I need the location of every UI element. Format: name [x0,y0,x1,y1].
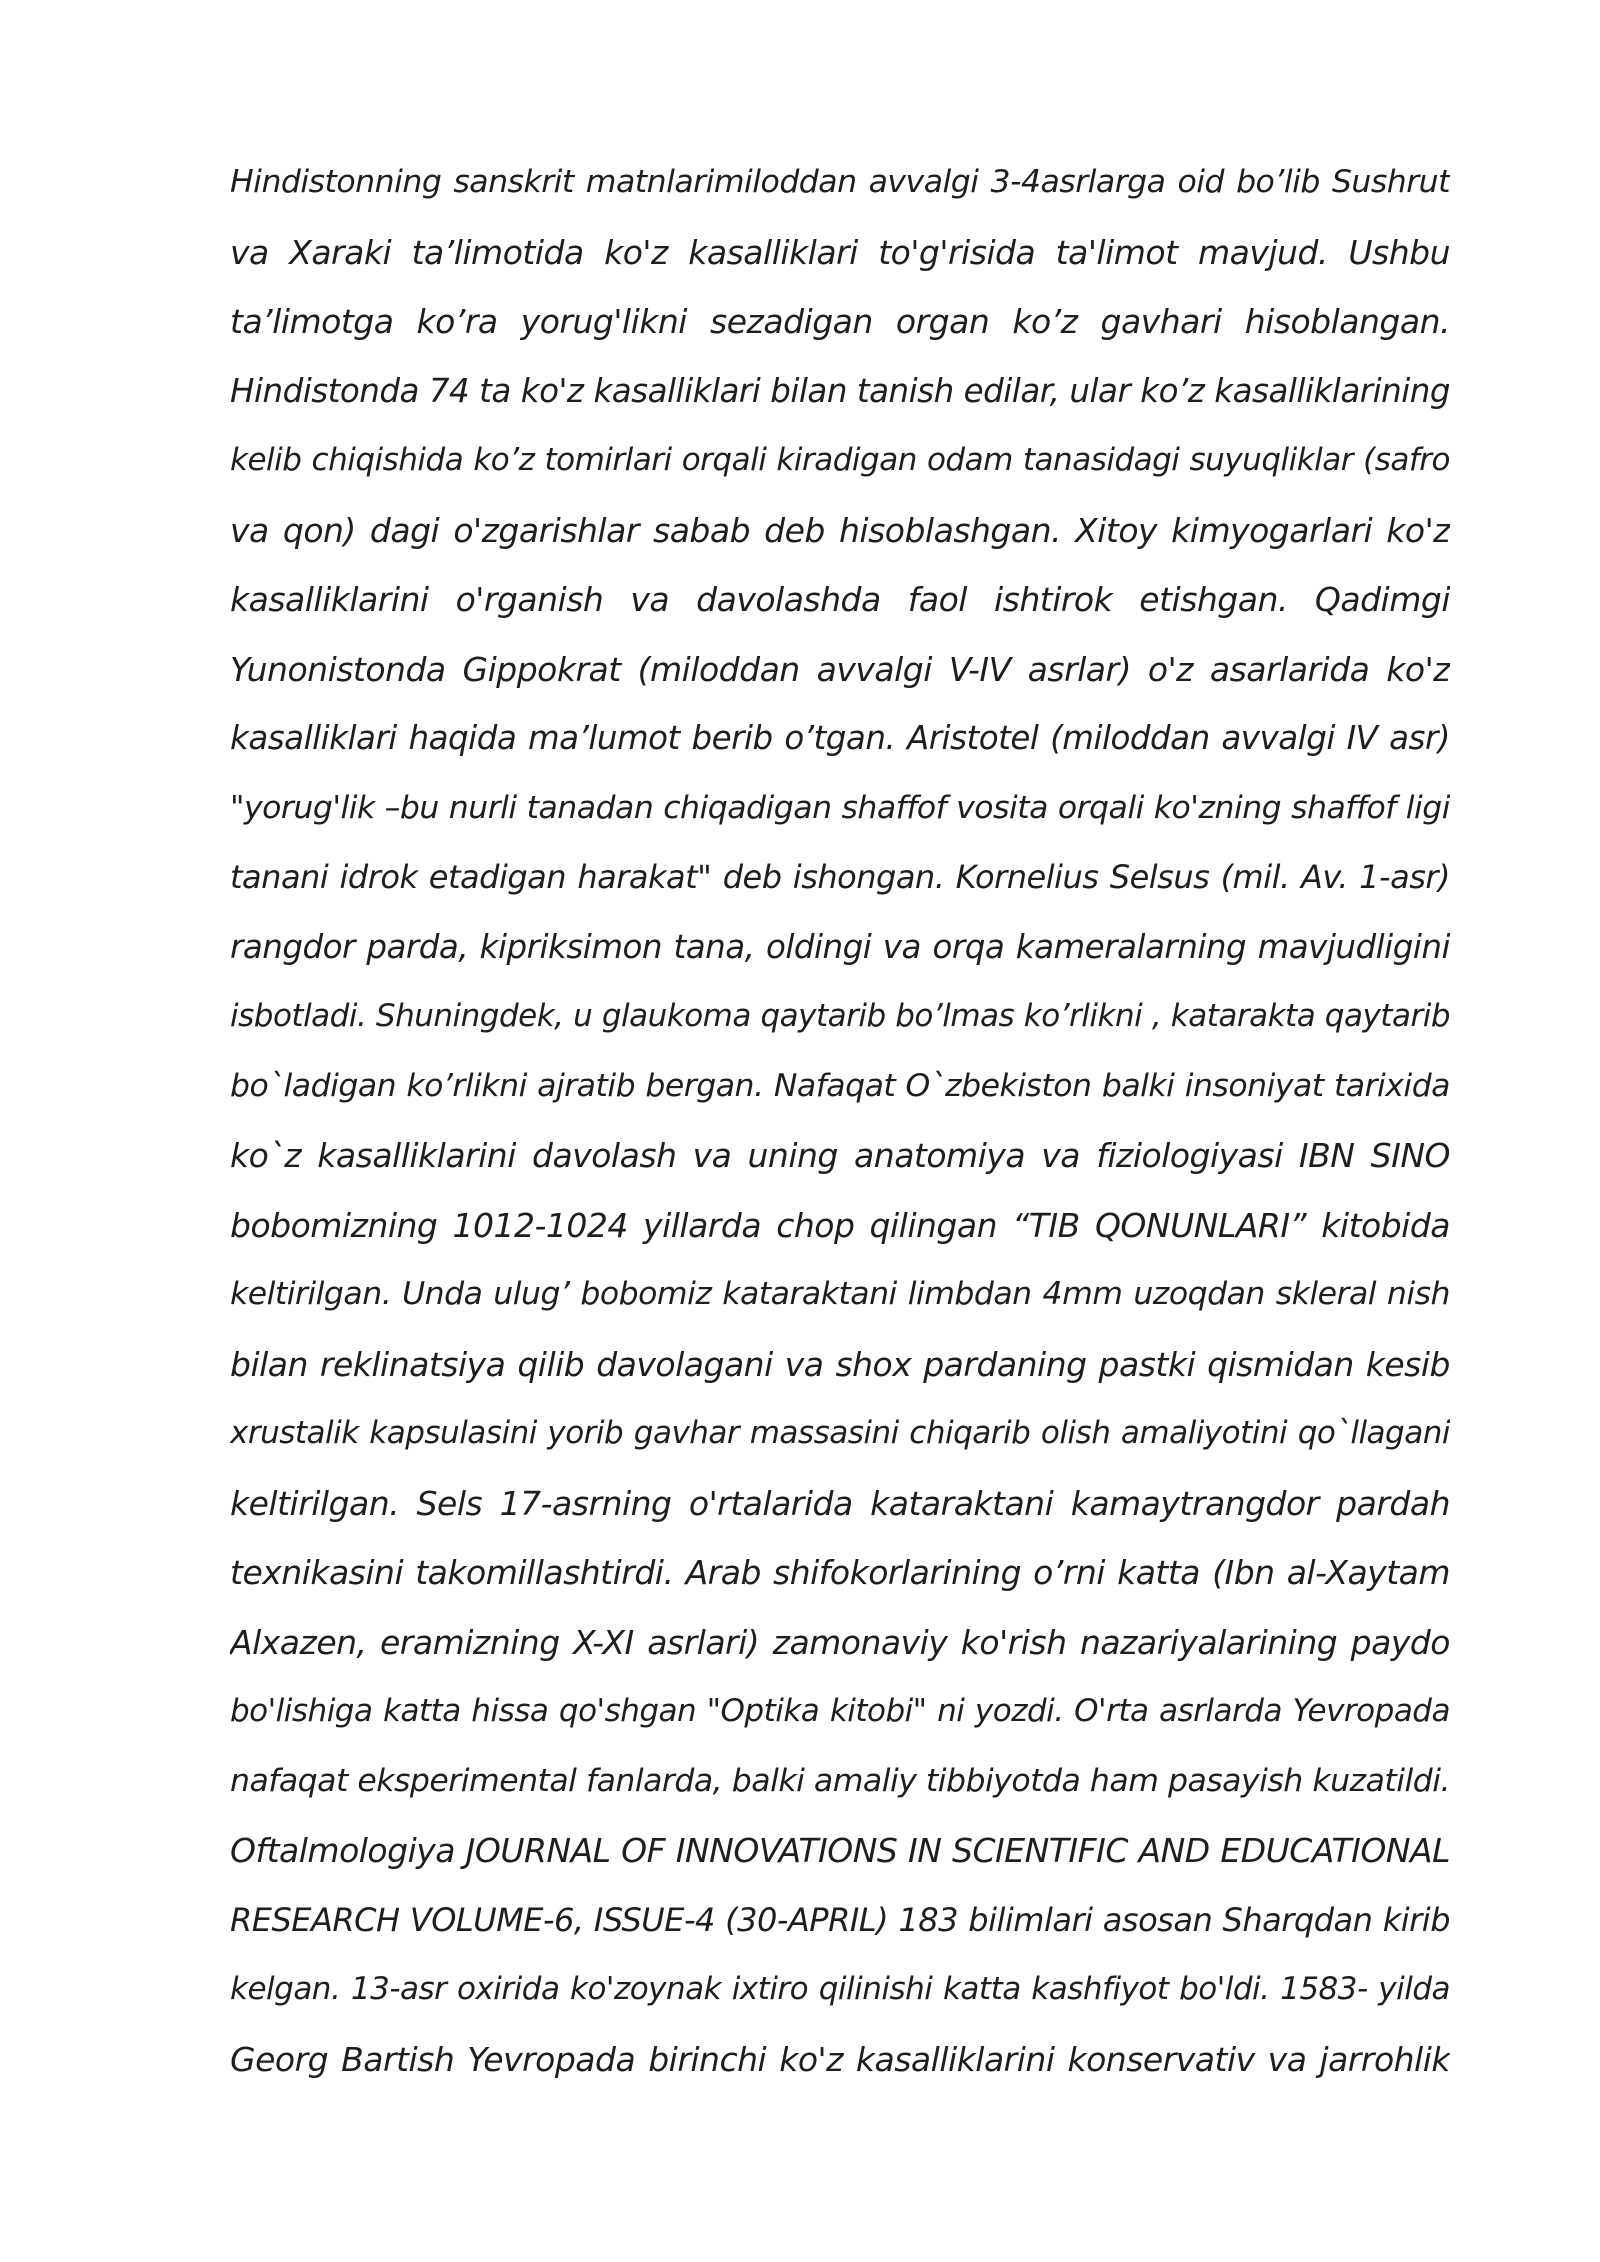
text-line: keltirilgan. Unda ulug’ bobomiz kataraktani limbdan 4mm uzoqdan skleral nish [230,1276,1450,1312]
text-line: kelgan. 13-asr oxirida ko'zoynak ixtiro qilinishi katta kashfiyot bo'ldi. 1583- yilda [230,1971,1450,2007]
text-line: xrustalik kapsulasini yorib gavhar massasini chiqarib olish amaliyotini qo`llagani [230,1415,1450,1451]
text-line: ta’limotga ko’ra yorug'likni sezadigan organ ko’z gavhari hisoblangan. [230,302,1450,341]
text-line: Hindistonda 74 ta ko'z kasalliklari bilan tanish edilar, ular ko’z kasalliklarining [230,371,1450,410]
text-line: rangdor parda, kipriksimon tana, oldingi va orqa kameralarning mavjudligini [230,927,1450,966]
text-line: Oftalmologiya JOURNAL OF INNOVATIONS IN SCIENTIFIC AND EDUCATIONAL [230,1831,1450,1870]
text-line: Alxazen, eramizning X-XI asrlari) zamonaviy ko'rish nazariyalarining paydo [230,1622,1450,1662]
text-line: bilan reklinatsiya qilib davolagani va shox pardaning pastki qismidan kesib [230,1344,1450,1384]
text-line: Yunonistonda Gippokrat (miloddan avvalgi V-IV asrlar) o'z asarlarida ko'z [230,649,1450,689]
text-line: nafaqat eksperimental fanlarda, balki amaliy tibbiyotda ham pasayish kuzatildi. [230,1762,1450,1799]
text-line: keltirilgan. Sels 17-asrning o'rtalarida kataraktani kamaytrangdor pardah [230,1483,1450,1523]
text-line: bo'lishiga katta hissa qo'shgan "Optika kitobi" ni yozdi. O'rta asrlarda Yevropada [230,1693,1450,1729]
text-line: tanani idrok etadigan harakat" deb ishongan. Kornelius Selsus (mil. Av. 1-asr) [230,858,1450,896]
text-line: kasalliklari haqida ma’lumot berib o’tgan. Aristotel (miloddan avvalgi IV asr) [230,719,1450,757]
text-line: "yorug'lik –bu nurli tanadan chiqadigan shaffof vosita orqali ko'zning shaffof ligi [230,789,1450,826]
text-line: RESEARCH VOLUME-6, ISSUE-4 (30-APRIL) 183 bilimlari asosan Sharqdan kirib [230,1900,1450,1939]
text-line: isbotladi. Shuningdek, u glaukoma qaytarib bo’lmas ko’rlikni , katarakta qaytarib [230,998,1450,1034]
text-line: kelib chiqishida ko’z tomirlari orqali kiradigan odam tanasidagi suyuqliklar (safro [230,442,1450,478]
text-line: va Xaraki ta’limotida ko'z kasalliklari to'g'risida ta'limot mavjud. Ushbu [230,232,1450,272]
text-line: bobomizning 1012-1024 yillarda chop qilingan “TIB QONUNLARI” kitobida [230,1205,1450,1245]
text-line: va qon) dagi o'zgarishlar sabab deb hisoblashgan. Xitoy kimyogarlari ko'z [230,510,1450,550]
text-line: texnikasini takomillashtirdi. Arab shifokorlarining o’rni katta (Ibn al-Xaytam [230,1553,1450,1592]
text-line: bo`ladigan ko’rlikni ajratib bergan. Nafaqat O`zbekiston balki insoniyat tarixida [230,1067,1450,1104]
text-line: kasalliklarini o'rganish va davolashda faol ishtirok etishgan. Qadimgi [230,580,1450,619]
text-line: ko`z kasalliklarini davolash va uning anatomiya va fiziologiyasi IBN SINO [230,1136,1450,1175]
text-line: Hindistonning sanskrit matnlarimiloddan avvalgi 3-4asrlarga oid bo’lib Sushrut [230,164,1450,200]
text-line: Georg Bartish Yevropada birinchi ko'z kasalliklarini konservativ va jarrohlik [230,2039,1450,2079]
body-paragraph [230,148,1450,2094]
